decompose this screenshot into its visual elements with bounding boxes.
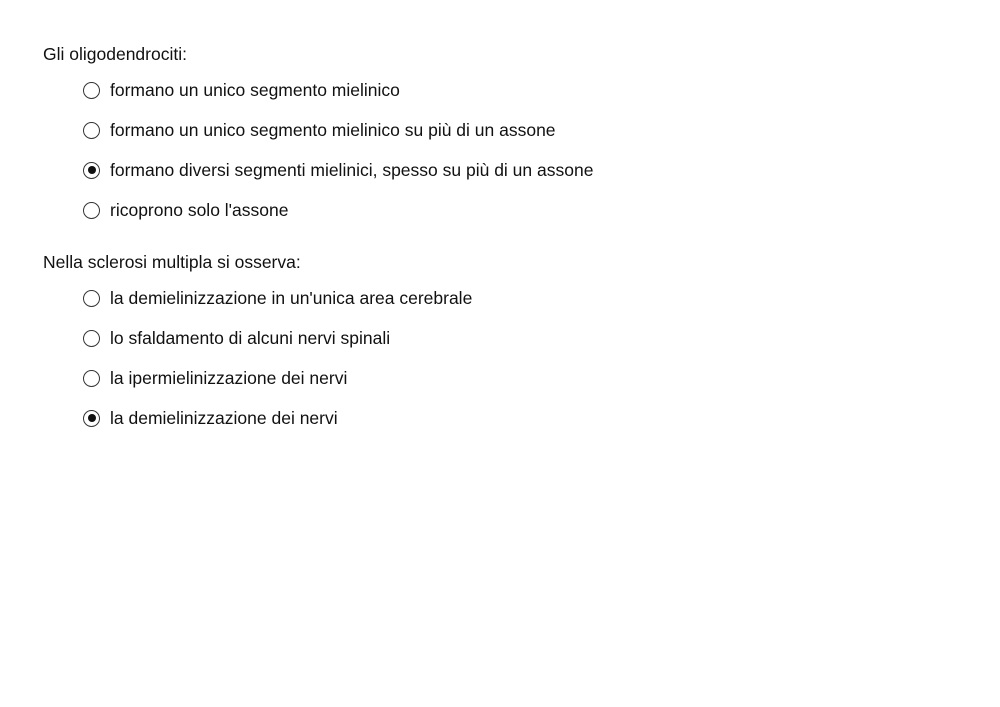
question-text: Gli oligodendrociti:	[43, 44, 187, 64]
option-label[interactable]: la demielinizzazione dei nervi	[110, 408, 338, 428]
option-label[interactable]: lo sfaldamento di alcuni nervi spinali	[110, 328, 391, 348]
option-q2-d[interactable]	[43, 398, 943, 438]
radio-button[interactable]	[83, 162, 100, 179]
quiz-form	[43, 42, 943, 438]
radio-button[interactable]	[83, 330, 100, 347]
option-label[interactable]: la demielinizzazione in un'unica area cerebrale	[110, 288, 473, 308]
option-q1-c[interactable]	[43, 150, 943, 190]
option-q2-a[interactable]	[43, 278, 943, 318]
radio-button[interactable]	[83, 370, 100, 387]
question-1	[43, 42, 943, 230]
radio-button[interactable]	[83, 290, 100, 307]
question-2	[43, 250, 943, 438]
option-q2-c[interactable]	[43, 358, 943, 398]
radio-button[interactable]	[83, 82, 100, 99]
option-label[interactable]: formano un unico segmento mielinico	[110, 80, 400, 100]
radio-button[interactable]	[83, 410, 100, 427]
option-label[interactable]: formano diversi segmenti mielinici, spesso su più di un assone	[110, 160, 594, 180]
option-q1-b[interactable]	[43, 110, 943, 150]
option-label[interactable]: formano un unico segmento mielinico su più di un assone	[110, 120, 556, 140]
question-text: Nella sclerosi multipla si osserva:	[43, 252, 301, 272]
radio-button[interactable]	[83, 202, 100, 219]
option-label[interactable]: ricoprono solo l'assone	[110, 200, 289, 220]
option-q1-a[interactable]	[43, 70, 943, 110]
option-q2-b[interactable]	[43, 318, 943, 358]
option-q1-d[interactable]	[43, 190, 943, 230]
option-label[interactable]: la ipermielinizzazione dei nervi	[110, 368, 348, 388]
radio-button[interactable]	[83, 122, 100, 139]
